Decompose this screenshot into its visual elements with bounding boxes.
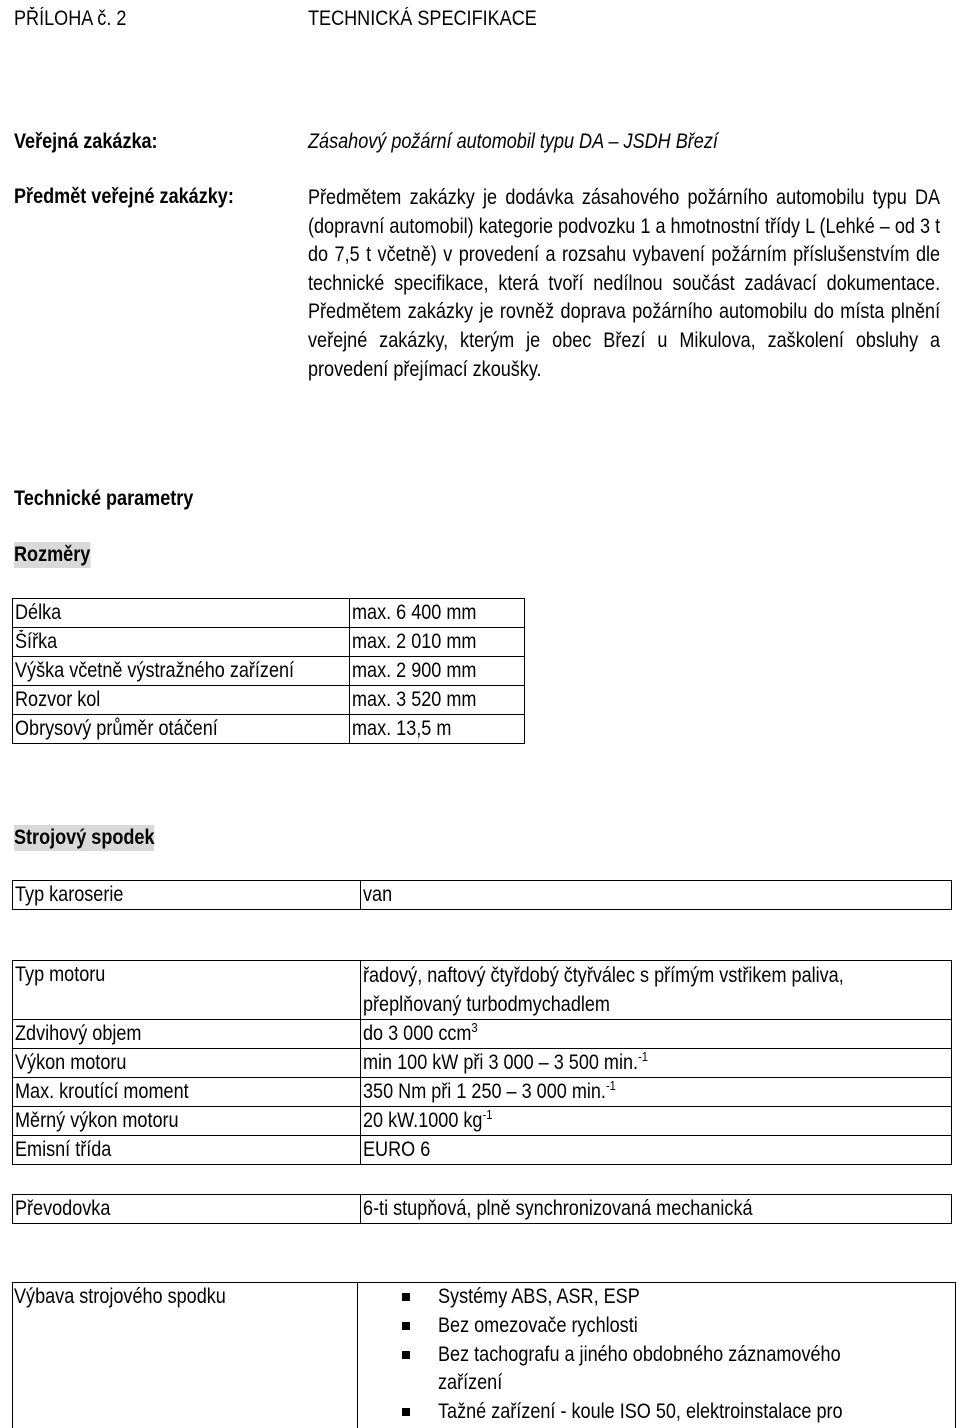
engine-type-label: Typ motoru <box>15 963 106 986</box>
emission-class-value: EURO 6 <box>363 1138 431 1161</box>
equipment-item: Tažné zařízení - koule ISO 50, elektroinstalace pro <box>438 1400 843 1423</box>
dimension-value: max. 6 400 mm <box>352 601 477 624</box>
engine-type-value-line1: řadový, naftový čtyřdobý čtyřválec s přímým vstřikem paliva, <box>363 964 844 987</box>
tender-label: Veřejná zakázka: <box>14 130 158 153</box>
bullet-icon <box>402 1293 410 1301</box>
dimension-value: max. 13,5 m <box>352 717 452 740</box>
torque-superscript: -1 <box>605 1078 616 1093</box>
body-type-table <box>12 880 952 910</box>
subject-text: Předmětem zakázky je dodávka zásahového požárního automobilu typu DA (dopravní automobil) kategorie podvozku 1 a hmotnostní třídy L (Lehké – od 3 t do 7,5 t včetně) v provedení a rozsahu vybavení požárním příslušenstvím dle technické specifikace, která tvoří nedílnou součást zadávací dokumentace. Předmětem zakázky je rovněž doprava požárního automobilu do místa plnění veřejné zakázky, kterým je obec Březí u Mikulova, zaškolení obsluhy a provedení přejímací zkoušky. <box>308 186 941 381</box>
engine-type-value-line2: přeplňovaný turbodmychadlem <box>363 993 610 1016</box>
table-row <box>13 628 525 657</box>
bullet-icon <box>402 1408 410 1416</box>
equipment-top-border <box>12 1282 956 1283</box>
dimension-label: Délka <box>15 601 62 624</box>
equipment-item-continuation: zařízení <box>438 1371 503 1394</box>
table-row <box>13 1020 952 1049</box>
table-row <box>13 686 525 715</box>
torque-value: 350 Nm při 1 250 – 3 000 min. <box>363 1080 606 1103</box>
torque-label: Max. kroutící moment <box>15 1080 189 1103</box>
table-row <box>13 599 525 628</box>
dimension-value: max. 2 900 mm <box>352 659 477 682</box>
equipment-label: Výbava strojového spodku <box>14 1285 226 1308</box>
specific-power-superscript: -1 <box>482 1107 493 1122</box>
table-row <box>13 715 525 744</box>
technical-parameters-heading: Technické parametry <box>14 487 194 510</box>
engine-table <box>12 960 952 1165</box>
dimension-label: Výška včetně výstražného zařízení <box>15 659 295 682</box>
emission-class-label: Emisní třída <box>15 1138 112 1161</box>
dimension-value: max. 2 010 mm <box>352 630 477 653</box>
displacement-label: Zdvihový objem <box>15 1022 142 1045</box>
dimension-label: Rozvor kol <box>15 688 101 711</box>
dimension-label: Obrysový průměr otáčení <box>15 717 218 740</box>
body-type-label: Typ karoserie <box>15 883 124 906</box>
table-row <box>13 1049 952 1078</box>
equipment-right-border <box>955 1282 956 1428</box>
dimension-value: max. 3 520 mm <box>352 688 477 711</box>
dimension-label: Šířka <box>15 630 58 653</box>
displacement-value: do 3 000 ccm <box>363 1022 472 1045</box>
chassis-heading: Strojový spodek <box>14 826 155 849</box>
table-row <box>13 657 525 686</box>
subject-label: Předmět veřejné zakázky: <box>14 185 234 208</box>
specific-power-label: Měrný výkon motoru <box>15 1109 179 1132</box>
table-row <box>13 1136 952 1165</box>
equipment-left-border <box>12 1282 13 1428</box>
equipment-divider <box>357 1282 358 1428</box>
specific-power-value: 20 kW.1000 kg <box>363 1109 483 1132</box>
annex-label: PŘÍLOHA č. 2 <box>14 7 127 30</box>
engine-power-superscript: -1 <box>638 1049 649 1064</box>
bullet-icon <box>402 1351 410 1359</box>
engine-power-label: Výkon motoru <box>15 1051 127 1074</box>
table-row <box>13 961 952 1020</box>
gearbox-table <box>12 1194 952 1224</box>
table-row <box>13 1078 952 1107</box>
engine-power-value: min 100 kW při 3 000 – 3 500 min. <box>363 1051 639 1074</box>
gearbox-value: 6-ti stupňová, plně synchronizovaná mechanická <box>363 1197 753 1220</box>
gearbox-label: Převodovka <box>15 1197 111 1220</box>
table-row <box>13 881 952 910</box>
dimensions-heading: Rozměry <box>14 543 91 566</box>
document-title: TECHNICKÁ SPECIFIKACE <box>308 7 537 30</box>
displacement-superscript: 3 <box>471 1020 478 1035</box>
equipment-item: Systémy ABS, ASR, ESP <box>438 1285 640 1308</box>
bullet-icon <box>402 1322 410 1330</box>
body-type-value: van <box>363 883 393 906</box>
tender-value: Zásahový požární automobil typu DA – JSDH Březí <box>308 130 718 153</box>
table-row <box>13 1107 952 1136</box>
equipment-item: Bez omezovače rychlosti <box>438 1314 638 1337</box>
dimensions-table <box>12 598 525 744</box>
equipment-item: Bez tachografu a jiného obdobného záznamového <box>438 1343 841 1366</box>
table-row <box>13 1195 952 1224</box>
